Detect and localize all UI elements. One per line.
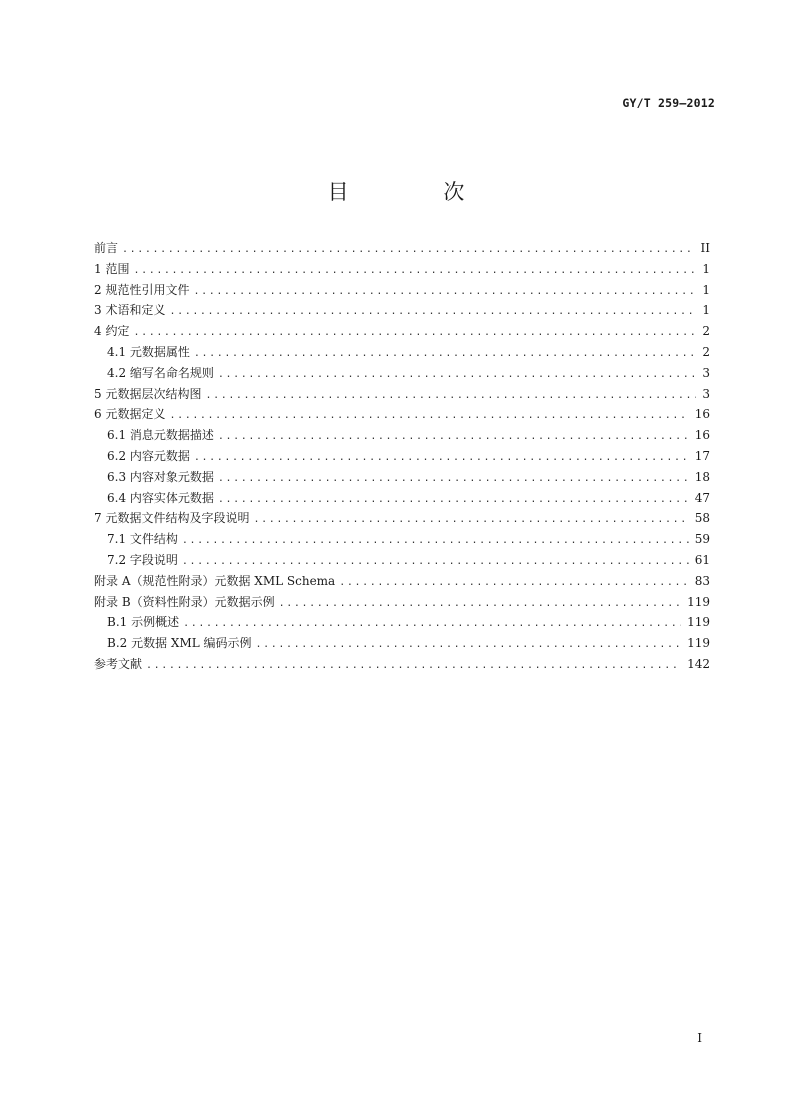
toc-dot-leader	[122, 240, 695, 261]
toc-dot-leader	[194, 448, 689, 469]
toc-entry-page: 1	[702, 303, 710, 318]
toc-entry-label: 2 规范性引用文件	[94, 282, 190, 297]
toc-entry-page: 119	[687, 594, 710, 609]
toc-dot-leader	[218, 427, 689, 448]
toc-entry-label: 前言	[94, 241, 119, 255]
toc-entry[interactable]	[94, 321, 710, 342]
toc-dot-leader	[146, 656, 681, 677]
toc-entry-label: 6.3 内容对象元数据	[107, 469, 214, 484]
toc-entry-label: 6.4 内容实体元数据	[107, 490, 214, 505]
toc-entry-label: 7.1 文件结构	[107, 532, 178, 547]
toc-dot-leader	[183, 614, 681, 635]
toc-entry-page: 119	[687, 636, 710, 651]
toc-entry-label: 附录 A（规范性附录）元数据 XML Schema	[94, 573, 336, 588]
toc-entry[interactable]	[94, 342, 710, 363]
toc-entry-label: 4.2 缩写名命名规则	[107, 365, 214, 380]
toc-entry[interactable]	[94, 384, 710, 405]
toc-entry-label: 7.2 字段说明	[107, 552, 178, 567]
toc-entry[interactable]	[94, 488, 710, 509]
toc-entry-page: 47	[694, 490, 710, 505]
toc-entry-page: 58	[694, 511, 710, 526]
toc-entry[interactable]	[94, 592, 710, 613]
toc-entry[interactable]	[94, 238, 710, 259]
toc-entry[interactable]	[94, 467, 710, 488]
toc-entry-page: 1	[702, 282, 710, 297]
toc-entry-page: 142	[687, 656, 710, 671]
toc-entry[interactable]	[94, 259, 710, 280]
toc-entry-page: 3	[702, 386, 710, 401]
toc-entry-label: 6.2 内容元数据	[107, 448, 190, 463]
toc-dot-leader	[182, 531, 689, 552]
toc-dot-leader	[193, 282, 696, 303]
standard-code: GY/T 259—2012	[622, 96, 715, 110]
toc-dot-leader	[218, 469, 689, 490]
toc-entry-label: 4 约定	[94, 324, 130, 339]
toc-entry[interactable]	[94, 612, 710, 633]
toc-entry-page: 16	[694, 428, 710, 443]
toc-dot-leader	[218, 490, 689, 511]
toc-entry-page: 119	[687, 615, 710, 630]
toc-entry[interactable]	[94, 571, 710, 592]
toc-entry-label: 参考文献	[94, 656, 143, 671]
toc-entry-page: 16	[694, 407, 710, 422]
toc-entry[interactable]	[94, 633, 710, 654]
toc-entry-label: 附录 B（资料性附录）元数据示例	[94, 594, 275, 609]
toc-entry-page: 59	[694, 532, 710, 547]
toc-entry-page: 1	[702, 261, 710, 276]
toc-dot-leader	[205, 386, 696, 407]
toc-entry[interactable]	[94, 508, 710, 529]
toc-entry-page: 17	[694, 448, 710, 463]
toc-dot-leader	[133, 261, 696, 282]
toc-dot-leader	[339, 573, 689, 594]
toc-dot-leader	[194, 344, 696, 365]
toc-entry-page: 2	[702, 344, 710, 359]
toc-dot-leader	[169, 302, 696, 323]
toc-entry-page: 18	[694, 469, 710, 484]
toc-entry-label: B.2 元数据 XML 编码示例	[107, 636, 252, 651]
toc-entry-label: B.1 示例概述	[107, 615, 180, 630]
toc-entry-label: 7 元数据文件结构及字段说明	[94, 511, 250, 526]
toc-entry-page: II	[700, 241, 710, 255]
toc-dot-leader	[253, 510, 688, 531]
toc-dot-leader	[133, 323, 696, 344]
toc-entry[interactable]	[94, 425, 710, 446]
table-of-contents	[94, 238, 710, 675]
toc-entry[interactable]	[94, 363, 710, 384]
toc-entry-page: 2	[702, 324, 710, 339]
toc-dot-leader	[256, 635, 682, 656]
toc-entry[interactable]	[94, 550, 710, 571]
toc-entry-label: 5 元数据层次结构图	[94, 386, 202, 401]
toc-entry-label: 1 范围	[94, 261, 130, 276]
toc-entry[interactable]	[94, 300, 710, 321]
toc-entry[interactable]	[94, 529, 710, 550]
toc-dot-leader	[218, 365, 696, 386]
toc-dot-leader	[182, 552, 689, 573]
toc-entry-label: 3 术语和定义	[94, 303, 166, 318]
toc-entry-page: 83	[694, 573, 710, 588]
toc-entry-label: 4.1 元数据属性	[107, 344, 190, 359]
toc-entry-label: 6.1 消息元数据描述	[107, 428, 214, 443]
page-number: I	[697, 1031, 702, 1045]
toc-dot-leader	[279, 594, 681, 615]
toc-entry[interactable]	[94, 404, 710, 425]
toc-entry-page: 3	[702, 365, 710, 380]
toc-entry-page: 61	[694, 552, 710, 567]
toc-entry[interactable]	[94, 654, 710, 675]
toc-entry-label: 6 元数据定义	[94, 407, 166, 422]
toc-entry[interactable]	[94, 280, 710, 301]
toc-dot-leader	[169, 406, 688, 427]
toc-title: 目 次	[327, 180, 509, 204]
toc-entry[interactable]	[94, 446, 710, 467]
